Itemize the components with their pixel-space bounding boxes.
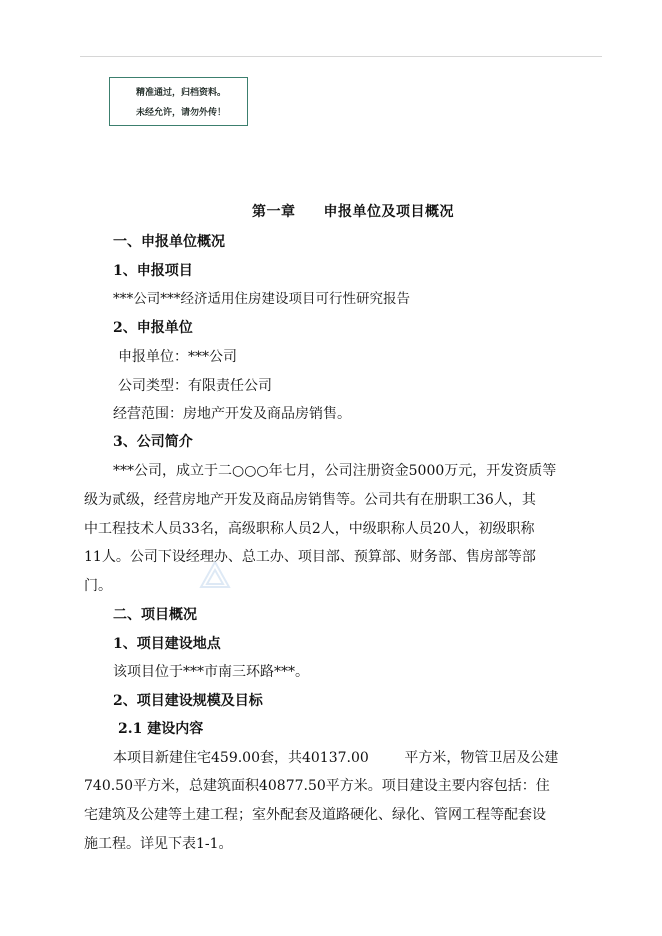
- project-name: ***公司***经济适用住房建设项目可行性研究报告: [113, 291, 410, 307]
- business-scope-line: 经营范围：房地产开发及商品房销售。: [113, 406, 351, 422]
- subsection-1-1-title: 1、申报项目: [113, 263, 193, 279]
- section-1-title: 一、申报单位概况: [113, 234, 225, 250]
- content-line-4: 施工程。详见下表1-1。: [84, 836, 233, 852]
- stamp-line-1: 精准通过，归档资料。: [136, 88, 227, 98]
- profile-line-2: 级为贰级，经营房地产开发及商品房销售等。公司共有在册职工36人，其: [84, 492, 536, 508]
- confidential-stamp: [109, 77, 248, 126]
- subsection-2-1-title: 1、项目建设地点: [113, 636, 221, 652]
- subsection-2-2-title: 2、项目建设规模及目标: [113, 693, 263, 709]
- company-type-line: 公司类型：有限责任公司: [118, 378, 272, 394]
- content-line-1: 本项目新建住宅459.00套，共40137.00 平方米，物管卫居及公建: [113, 750, 559, 766]
- project-location: 该项目位于***市南三环路***。: [113, 664, 309, 680]
- profile-line-1: ***公司，成立于二○○○年七月，公司注册资金5000万元，开发资质等: [113, 463, 557, 479]
- chapter-heading: [252, 205, 454, 219]
- subsection-1-2-title: 2、申报单位: [113, 320, 193, 336]
- applicant-line: 申报单位：***公司: [118, 349, 237, 365]
- section-2-title: 二、项目概况: [113, 607, 197, 623]
- subsection-1-3-title: 3、公司简介: [113, 434, 193, 450]
- header-rule: [80, 56, 602, 57]
- stamp-line-2: 未经允许，请勿外传！: [136, 108, 227, 118]
- chapter-title: 申报单位及项目概况: [323, 204, 454, 220]
- profile-line-3: 中工程技术人员33名，高级职称人员2人，中级职称人员20人，初级职称: [84, 521, 535, 537]
- subsection-2-2-1-title: 2.1 建设内容: [118, 721, 204, 737]
- content-line-2: 740.50平方米，总建筑面积40877.50平方米。项目建设主要内容包括：住: [84, 778, 550, 794]
- profile-line-4: 11人。公司下设经理办、总工办、项目部、预算部、财务部、售房部等部: [84, 549, 536, 565]
- content-line-3: 宅建筑及公建等土建工程；室外配套及道路硬化、绿化、管网工程等配套设: [84, 807, 546, 823]
- profile-line-5: 门。: [84, 578, 112, 594]
- chapter-number: 第一章: [252, 204, 296, 220]
